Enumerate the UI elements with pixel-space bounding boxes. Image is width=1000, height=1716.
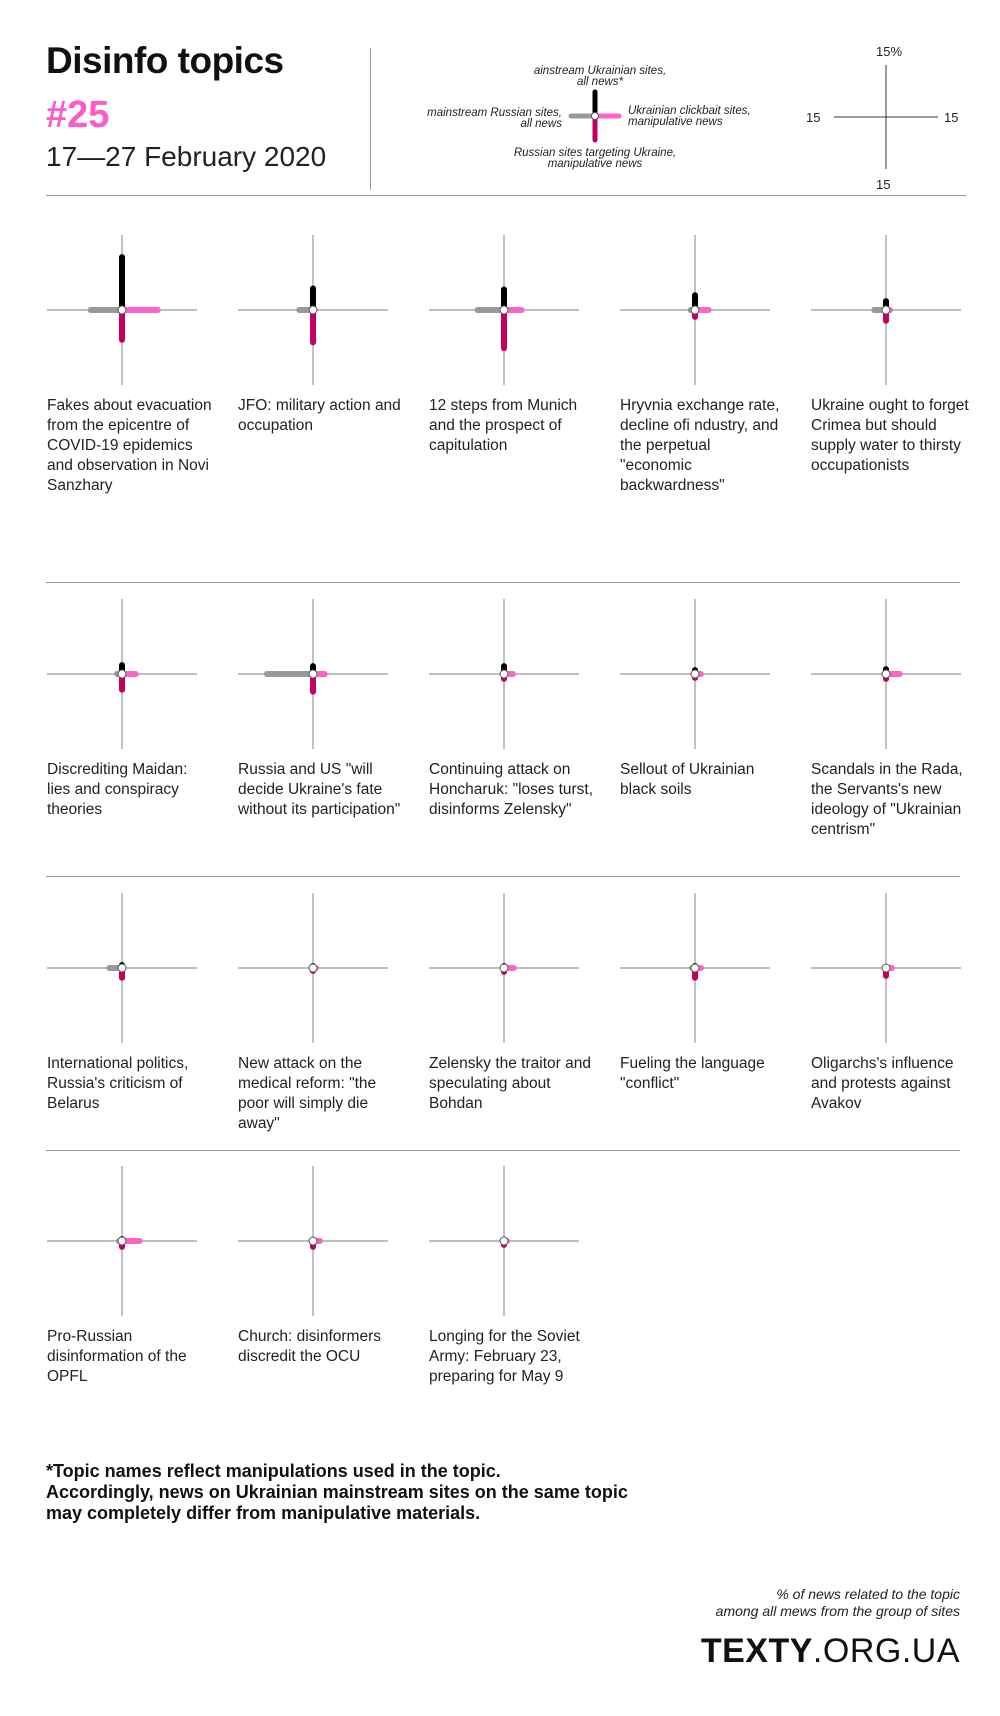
topic-label: Zelensky the traitor and speculating about Bohdan [429,1055,591,1112]
topic-center-dot [118,670,126,678]
legend-top-line1: ainstream Ukrainian sites, [533,65,667,77]
topic-center-dot [500,1237,508,1245]
topic-center-dot [500,964,508,972]
topic-center-dot [500,670,508,678]
topic-center-dot [309,670,317,678]
topic-label: Russia and US "will decide Ukraine's fate without its participation" [238,761,401,818]
legend-bottom-line2: manipulative news [547,158,643,170]
row-separator [46,1150,960,1151]
topic-center-dot [118,964,126,972]
topic-label: Continuing attack on Honcharuk: "loses turst, disinforms Zelensky" [429,761,594,818]
topic-center-dot [118,1237,126,1245]
legend-right-line2: manipulative news [628,116,723,128]
topic-label: Discrediting Maidan: lies and conspiracy theories [47,761,188,818]
row-separator [46,582,960,583]
brand-bold: TEXTY [700,1632,813,1670]
topic-label: Fakes about evacuation from the epicentre of COVID-19 epidemics and observation in Novi Sanzhary [47,397,212,494]
page-title: Disinfo topics [46,40,284,81]
topic-label: Ukraine ought to forget Crimea but should supply water to thirsty occupationists [811,397,969,474]
topic-center-dot [309,1237,317,1245]
legend-right-line1: Ukrainian clickbait sites, [628,105,751,117]
topic-label: International politics, Russia's criticism of Belarus [47,1055,189,1112]
scale-bottom-label: 15 [876,177,891,192]
topic-center-dot [882,670,890,678]
topic-label: New attack on the medical reform: "the poor will simply die away" [238,1055,377,1132]
units-note [716,1586,960,1620]
date-range: 17—27 February 2020 [46,141,327,172]
brand-logo [701,1632,960,1671]
brand-rest: .ORG.UA [812,1632,960,1670]
topic-label: Fueling the language "conflict" [620,1055,765,1092]
topic-center-dot [309,964,317,972]
topic-label: 12 steps from Munich and the prospect of capitulation [429,397,578,454]
footnote [46,1461,746,1524]
topic-center-dot [691,964,699,972]
topic-center-dot [882,306,890,314]
legend-left-line2: all news [520,118,562,130]
scale-right-label: 15 [944,110,959,125]
scale-top-label: 15% [876,44,903,59]
row-separator [46,876,960,877]
topic-center-dot [691,670,699,678]
topic-label: Hryvnia exchange rate, decline ofi ndustry, and the perpetual "economic backwardness" [620,397,780,494]
units-note-line2: among all mews from the group of sites [715,1603,960,1619]
legend-center-dot [592,113,599,120]
topic-label: Church: disinformers discredit the OCU [238,1328,381,1365]
topic-center-dot [309,306,317,314]
topic-center-dot [500,306,508,314]
units-note-line1: % of news related to the topic [776,1586,960,1602]
topic-center-dot [691,306,699,314]
topic-label: Oligarchs's influence and protests against Avakov [811,1055,954,1112]
issue-number: #25 [46,94,110,136]
topic-center-dot [882,964,890,972]
legend-top-line2: all news* [576,76,624,88]
scale-left-label: 15 [806,110,821,125]
footnote-line1: *Topic names reflect manipulations used in the topic. [46,1461,501,1481]
topic-label: Longing for the Soviet Army: February 23, preparing for May 9 [429,1328,580,1385]
topic-label: JFO: military action and occupation [238,397,401,434]
legend-bottom-line1: Russian sites targeting Ukraine, [513,147,677,159]
legend-left-line1: mainstream Russian sites, [427,107,562,119]
topic-center-dot [118,306,126,314]
topic-label: Scandals in the Rada, the Servants's new ideology of "Ukrainian centrism" [811,761,963,838]
footnote-line3: may completely differ from manipulative materials. [46,1503,481,1523]
topic-label: Pro-Russian disinformation of the OPFL [47,1328,187,1385]
topic-label: Sellout of Ukrainian black soils [620,761,755,798]
footnote-line2: Accordingly, news on Ukrainian mainstream sites on the same topic [46,1482,628,1502]
